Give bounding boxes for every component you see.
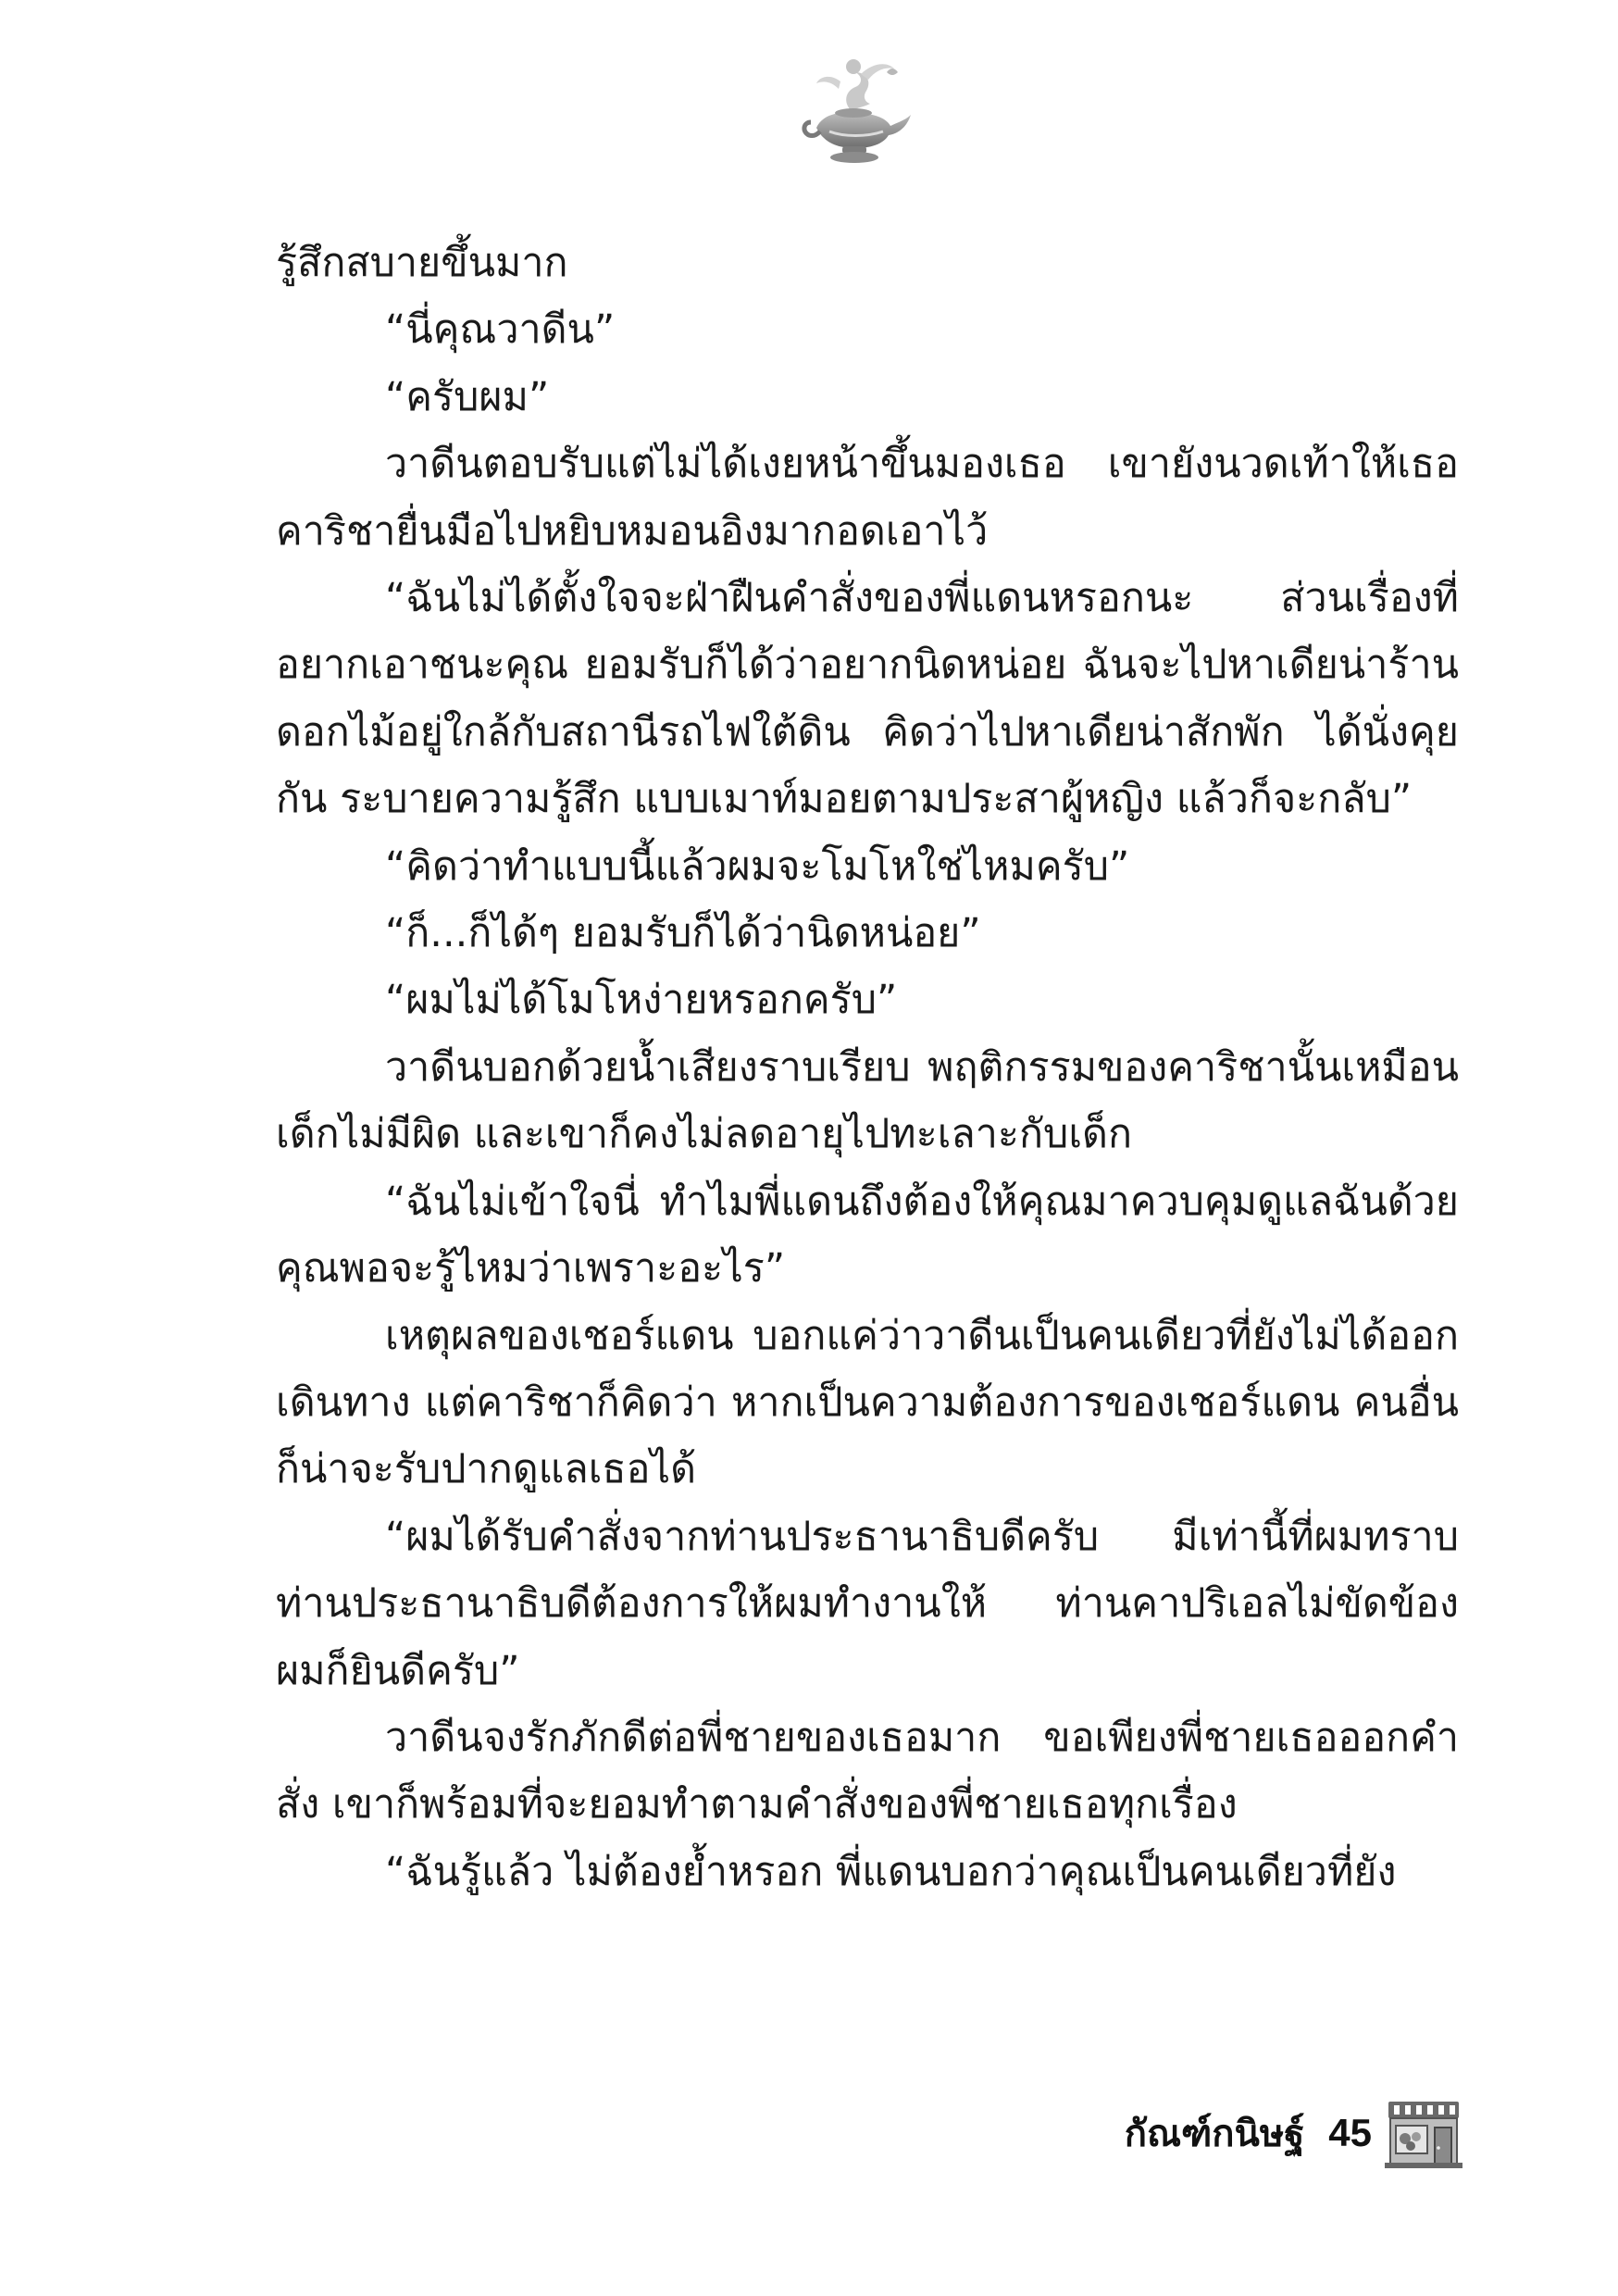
paragraph: “ครับผม”: [385, 373, 550, 420]
paragraph: “ฉันไม่เข้าใจนี่ ทำไมพี่แดนถึงต้องให้คุณมาควบคุมดูแลฉันด้วย คุณพอจะรู้ไหมว่าเพราะอะไร”: [276, 1178, 1459, 1292]
paragraph: วาดีนตอบรับแต่ไม่ได้เงยหน้าขึ้นมองเธอ เขายังนวดเท้าให้เธอ คาริชายื่นมือไปหยิบหมอนอิงมากอดเอาไว้: [276, 441, 1459, 555]
paragraph: “ก็...ก็ได้ๆ ยอมรับก็ได้ว่านิดหน่อย”: [385, 910, 981, 957]
paragraph: “คิดว่าทำแบบนี้แล้วผมจะโมโหใช่ไหมครับ”: [385, 842, 1130, 890]
page-number: 45: [1328, 2111, 1372, 2154]
paragraph: “ผมได้รับคำสั่งจากท่านประธานาธิบดีครับ มีเท่านี้ที่ผมทราบ ท่านประธานาธิบดีต้องการให้ผมทำงานให้ ท่านคาปริเอลไม่ขัดข้อง ผมก็ยินดีครับ”: [276, 1513, 1459, 1694]
paragraph: “ฉันไม่ได้ตั้งใจจะฝ่าฝืนคำสั่งของพี่แดนหรอกนะ ส่วนเรื่องที่อยากเอาชนะคุณ ยอมรับก็ได้ว่าอยากนิดหน่อย ฉันจะไปหาเดียน่าร้านดอกไม้อยู่ใกล้กับสถานีรถไฟใต้ดิน คิดว่าไปหาเดียน่าสักพัก ได้นั่งคุยกัน ระบายความรู้สึก แบบเมาท์มอยตามประสาผู้หญิง แล้วก็จะกลับ”: [276, 575, 1459, 823]
book-title: กัณฑ์กนิษฐ์: [1124, 2113, 1305, 2155]
paragraph: “ฉันรู้แล้ว ไม่ต้องย้ำหรอก พี่แดนบอกว่าคุณเป็นคนเดียวที่ยัง: [385, 1848, 1397, 1895]
flower-shop-icon: [1383, 2096, 1464, 2170]
paragraph: เหตุผลของเชอร์แดน บอกแค่ว่าวาดีนเป็นคนเดียวที่ยังไม่ได้ออกเดินทาง แต่คาริชาก็คิดว่า หากเป็นความต้องการของเชอร์แดน คนอื่นก็น่าจะรับปากดูแลเธอได้: [276, 1312, 1459, 1493]
paragraph: วาดีนบอกด้วยน้ำเสียงราบเรียบ พฤติกรรมของคาริชานั้นเหมือนเด็กไม่มีผิด และเขาก็คงไม่ลดอายุไปทะเลาะกับเด็ก: [276, 1043, 1459, 1158]
paragraph: “นี่คุณวาดีน”: [385, 306, 616, 354]
page-footer: [1125, 2096, 1464, 2170]
paragraph: รู้สึกสบายขึ้นมาก: [276, 240, 568, 286]
paragraph: “ผมไม่ได้โมโหง่ายหรอกครับ”: [385, 977, 898, 1024]
chapter-body-text: [276, 230, 1459, 1905]
genie-lamp-icon: [798, 54, 915, 165]
paragraph: วาดีนจงรักภักดีต่อพี่ชายของเธอมาก ขอเพียงพี่ชายเธอออกคำสั่ง เขาก็พร้อมที่จะยอมทำตามคำสั่งของพี่ชายเธอทุกเรื่อง: [276, 1714, 1459, 1828]
